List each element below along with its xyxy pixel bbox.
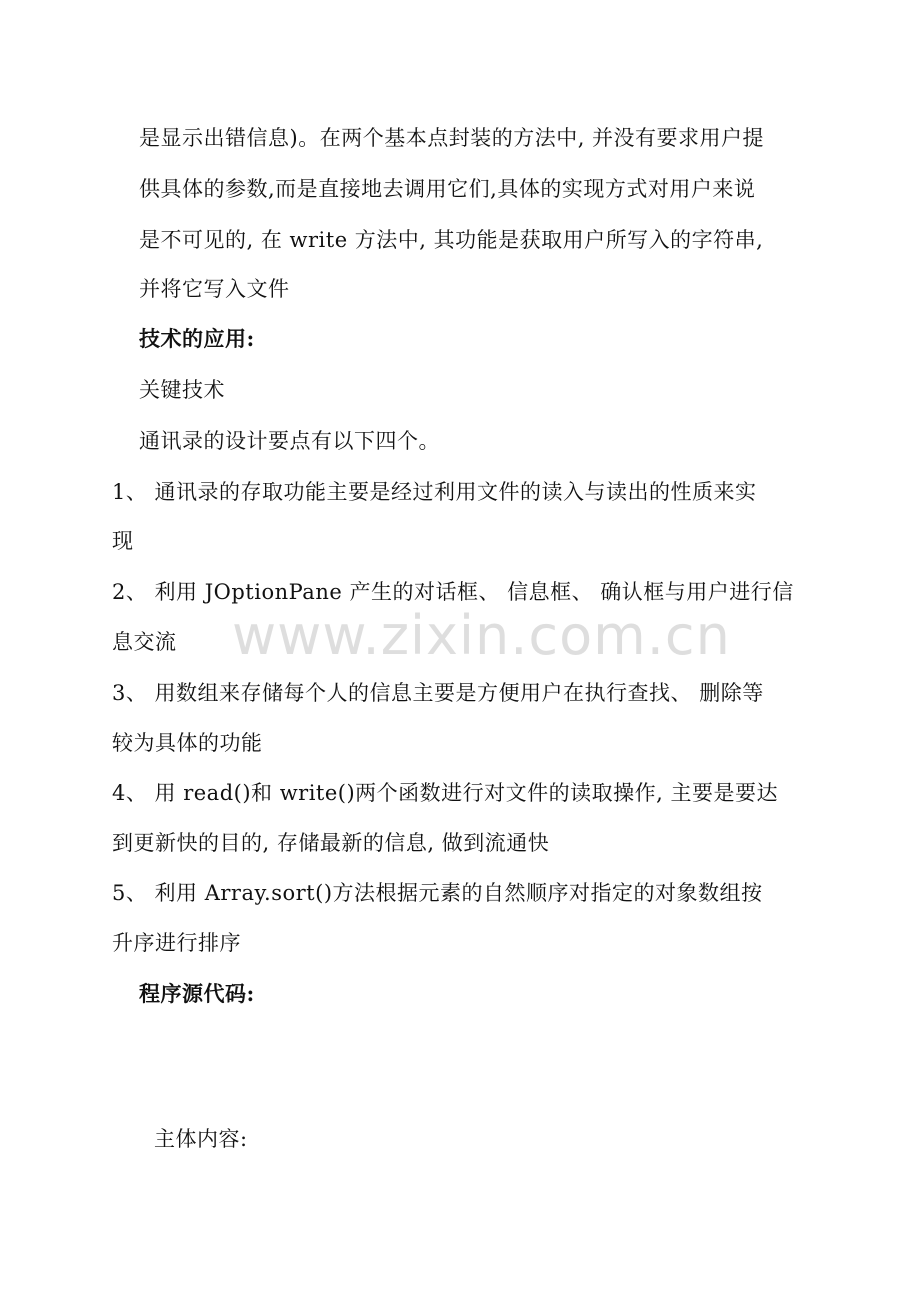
list-item-5-line-1: 5、 利用 Array.sort()方法根据元素的自然顺序对指定的对象数组按 [112, 881, 763, 905]
paragraph-line-1: 是显示出错信息)。在两个基本点封装的方法中, 并没有要求用户提 [139, 126, 765, 150]
list-item-2-line-2: 息交流 [112, 630, 177, 654]
paragraph-line-3: 是不可见的, 在 write 方法中, 其功能是获取用户所写入的字符串, [139, 228, 764, 252]
paragraph-line-2: 供具体的参数,而是直接地去调用它们,具体的实现方式对用户来说 [139, 177, 756, 201]
subheading-key-tech: 关键技术 [139, 378, 225, 402]
heading-source-code: 程序源代码: [139, 981, 255, 1006]
intro-text: 通讯录的设计要点有以下四个。 [139, 429, 440, 453]
watermark: www.zixin.com.cn [232, 604, 731, 667]
list-item-4-line-2: 到更新快的目的, 存储最新的信息, 做到流通快 [112, 831, 550, 855]
list-item-4-line-1: 4、 用 read()和 write()两个函数进行对文件的读取操作, 主要是要达 [112, 781, 779, 805]
heading-tech-application: 技术的应用: [139, 326, 255, 351]
list-item-3-line-2: 较为具体的功能 [112, 731, 263, 755]
list-item-5-line-2: 升序进行排序 [112, 931, 241, 955]
paragraph-line-4: 并将它写入文件 [139, 277, 290, 301]
list-item-1-line-1: 1、 通讯录的存取功能主要是经过利用文件的读入与读出的性质来实 [112, 480, 757, 504]
list-item-2-line-1: 2、 利用 JOptionPane 产生的对话框、 信息框、 确认框与用户进行信 [112, 580, 794, 604]
main-content-label: 主体内容: [154, 1127, 248, 1151]
list-item-3-line-1: 3、 用数组来存储每个人的信息主要是方便用户在执行查找、 删除等 [112, 681, 764, 705]
list-item-1-line-2: 现 [112, 529, 134, 553]
